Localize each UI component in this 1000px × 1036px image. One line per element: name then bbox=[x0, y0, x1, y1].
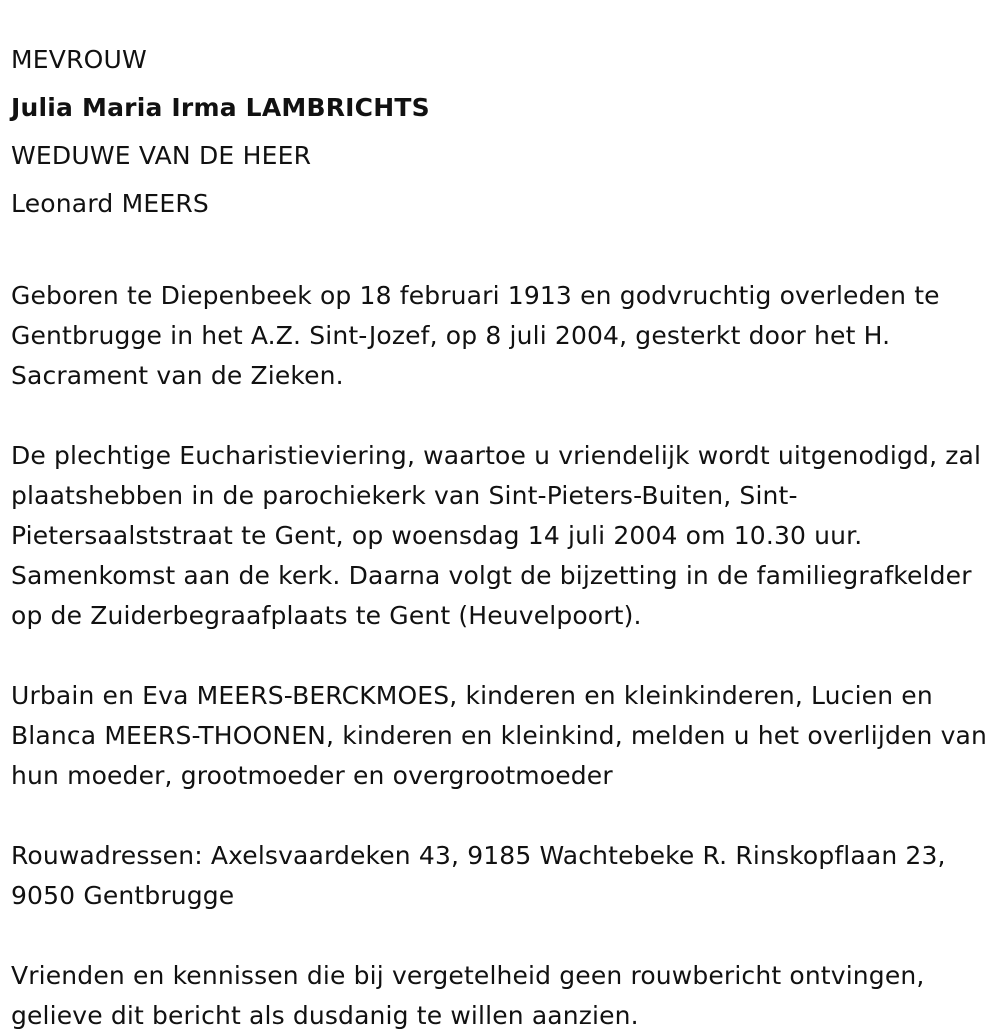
closing-paragraph: Vrienden en kennissen die bij vergetelheid geen rouwbericht ontvingen, gelieve dit bericht als dusdanig te willen aanzien. bbox=[11, 961, 925, 1030]
family-paragraph: Urbain en Eva MEERS-BERCKMOES, kinderen en kleinkinderen, Lucien en Blanca MEERS-THOONEN, kinderen en kleinkind, melden u het overlijden van hun moeder, grootmoeder en overgrootmoeder bbox=[11, 681, 988, 790]
deceased-name: Julia Maria Irma LAMBRICHTS bbox=[11, 93, 430, 122]
spouse-name: Leonard MEERS bbox=[11, 189, 209, 218]
obituary-heading bbox=[11, 36, 988, 228]
relation-label: WEDUWE VAN DE HEER bbox=[11, 141, 312, 170]
ceremony-paragraph: De plechtige Eucharistieviering, waartoe u vriendelijk wordt uitgenodigd, zal plaatshebben in de parochiekerk van Sint-Pieters-Buiten, Sint-Pietersaalststraat te Gent, op woensdag 14 juli 2004 om 10.30 uur. Samenkomst aan de kerk. Daarna volgt de bijzetting in de familiegrafkelder op de Zuiderbegraafplaats te Gent (Heuvelpoort). bbox=[11, 441, 982, 630]
honorific-title: MEVROUW bbox=[11, 45, 147, 74]
addresses-paragraph: Rouwadressen: Axelsvaardeken 43, 9185 Wachtebeke R. Rinskopflaan 23, 9050 Gentbrugge bbox=[11, 841, 946, 910]
birth-death-paragraph: Geboren te Diepenbeek op 18 februari 1913 en godvruchtig overleden te Gentbrugge in het A.Z. Sint-Jozef, op 8 juli 2004, gesterkt door het H. Sacrament van de Zieken. bbox=[11, 281, 940, 390]
